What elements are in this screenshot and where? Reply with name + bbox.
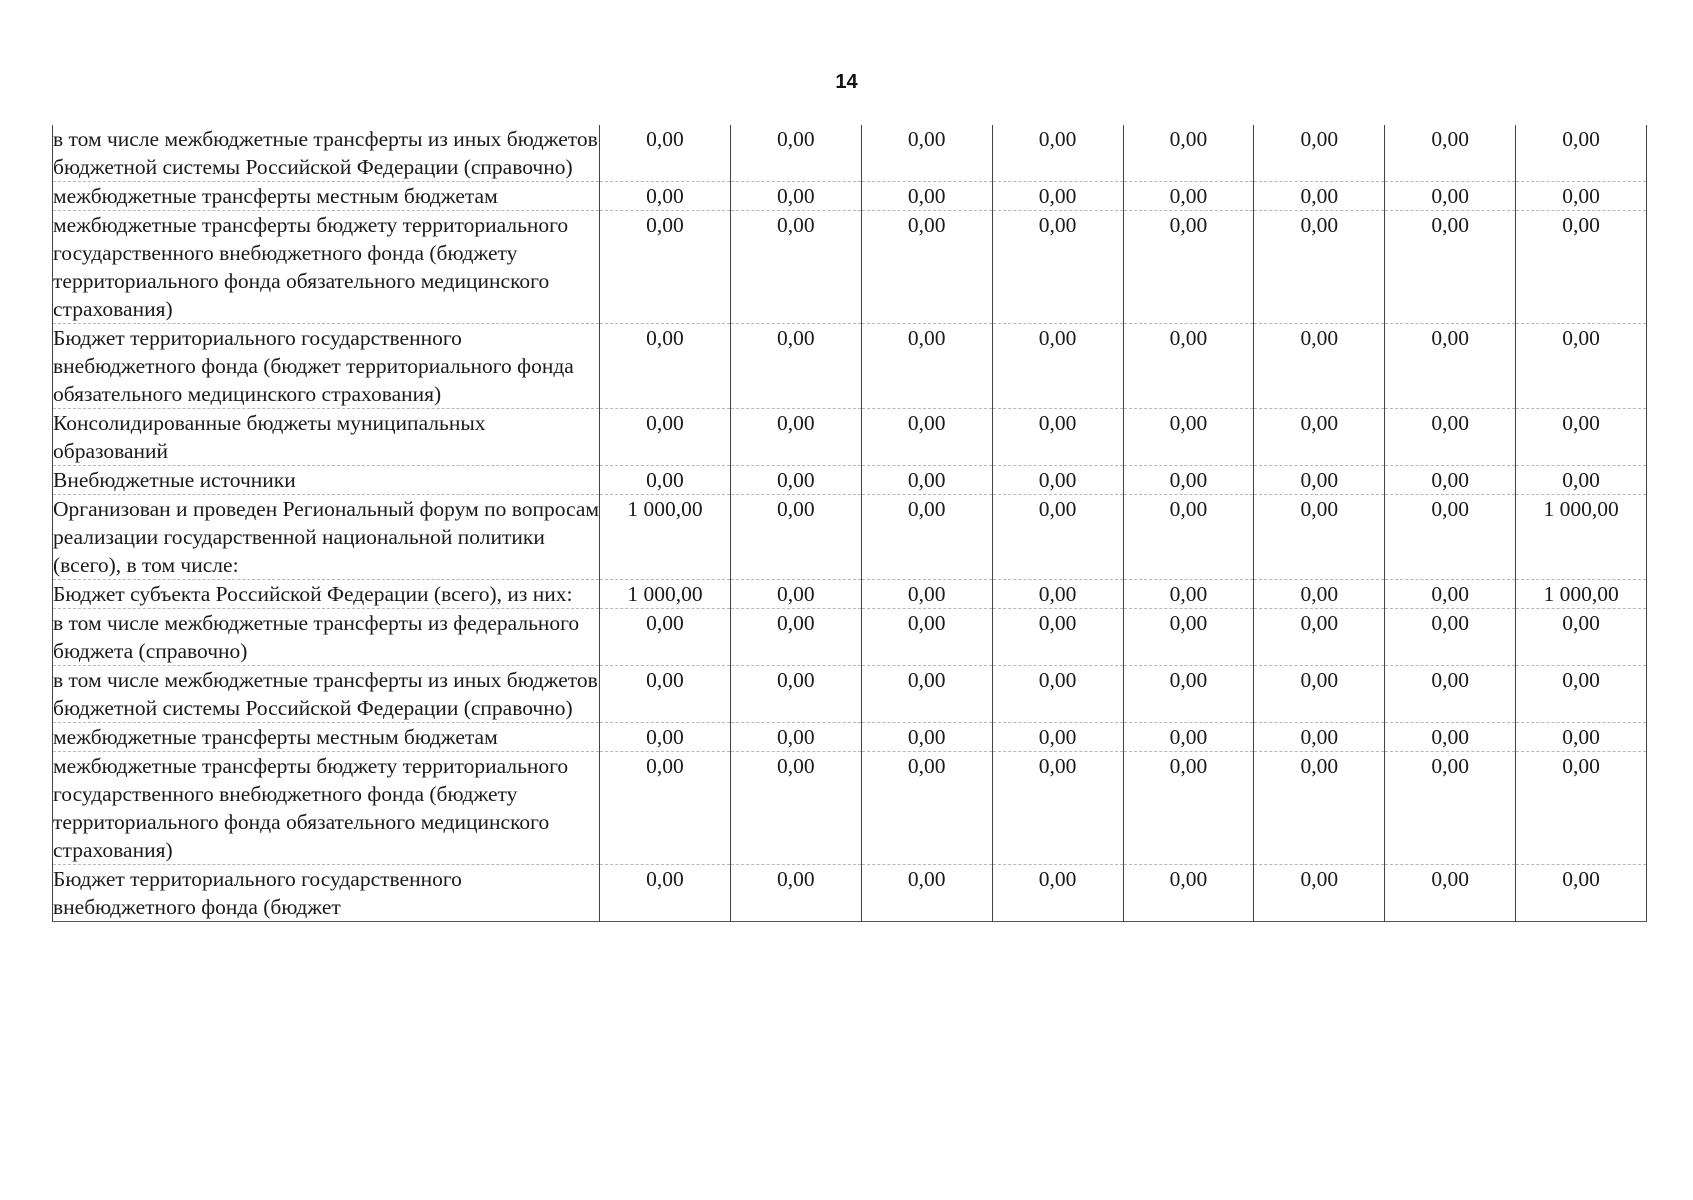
- value-cell: 0,00: [1254, 865, 1385, 922]
- value-cell: 0,00: [1123, 752, 1254, 865]
- value-cell: 0,00: [861, 211, 992, 324]
- row-label: Организован и проведен Региональный форум по вопросам реализации государственной национальной политики (всего), в том числе:: [53, 495, 600, 580]
- value-cell: 0,00: [1385, 752, 1516, 865]
- budget-table: [52, 125, 1647, 922]
- page-number: 14: [835, 71, 858, 93]
- value-cell: 0,00: [1516, 666, 1647, 723]
- value-cell: 0,00: [1123, 125, 1254, 182]
- value-cell: 1 000,00: [1516, 580, 1647, 609]
- value-cell: 0,00: [600, 409, 731, 466]
- value-cell: 0,00: [600, 666, 731, 723]
- value-cell: 0,00: [600, 752, 731, 865]
- value-cell: 0,00: [861, 409, 992, 466]
- value-cell: 0,00: [600, 182, 731, 211]
- value-cell: 0,00: [1385, 182, 1516, 211]
- value-cell: 0,00: [730, 666, 861, 723]
- value-cell: 0,00: [1254, 666, 1385, 723]
- value-cell: 0,00: [1254, 409, 1385, 466]
- table-row: [53, 211, 1647, 324]
- value-cell: 0,00: [861, 723, 992, 752]
- value-cell: 0,00: [730, 211, 861, 324]
- value-cell: 0,00: [992, 495, 1123, 580]
- table-row: [53, 125, 1647, 182]
- value-cell: 0,00: [1254, 580, 1385, 609]
- row-label: в том числе межбюджетные трансферты из иных бюджетов бюджетной системы Российской Федерации (справочно): [53, 125, 600, 182]
- row-label: межбюджетные трансферты местным бюджетам: [53, 723, 600, 752]
- value-cell: 0,00: [1123, 865, 1254, 922]
- table-row: [53, 466, 1647, 495]
- value-cell: 0,00: [730, 609, 861, 666]
- value-cell: 0,00: [1254, 466, 1385, 495]
- value-cell: 0,00: [992, 324, 1123, 409]
- value-cell: 0,00: [992, 666, 1123, 723]
- value-cell: 0,00: [1385, 211, 1516, 324]
- value-cell: 0,00: [1385, 495, 1516, 580]
- value-cell: 0,00: [1123, 723, 1254, 752]
- value-cell: 0,00: [861, 865, 992, 922]
- value-cell: 0,00: [861, 182, 992, 211]
- value-cell: 0,00: [1254, 211, 1385, 324]
- value-cell: 0,00: [1516, 752, 1647, 865]
- value-cell: 0,00: [1123, 495, 1254, 580]
- value-cell: 0,00: [600, 609, 731, 666]
- value-cell: 0,00: [1385, 666, 1516, 723]
- value-cell: 0,00: [1254, 182, 1385, 211]
- value-cell: 0,00: [1123, 580, 1254, 609]
- value-cell: 0,00: [992, 409, 1123, 466]
- row-label: Внебюджетные источники: [53, 466, 600, 495]
- value-cell: 0,00: [992, 182, 1123, 211]
- value-cell: 0,00: [1385, 125, 1516, 182]
- value-cell: 0,00: [600, 723, 731, 752]
- budget-table-body: [53, 125, 1647, 922]
- row-label: Бюджет субъекта Российской Федерации (всего), из них:: [53, 580, 600, 609]
- value-cell: 0,00: [861, 466, 992, 495]
- value-cell: 0,00: [1123, 466, 1254, 495]
- row-label: межбюджетные трансферты бюджету территориального государственного внебюджетного фонда (бюджету территориального фонда обязательного медицинского страхования): [53, 752, 600, 865]
- value-cell: 0,00: [1254, 609, 1385, 666]
- value-cell: 0,00: [1385, 466, 1516, 495]
- table-row: [53, 495, 1647, 580]
- row-label: межбюджетные трансферты местным бюджетам: [53, 182, 600, 211]
- value-cell: 0,00: [600, 324, 731, 409]
- value-cell: 0,00: [1123, 666, 1254, 723]
- table-row: [53, 409, 1647, 466]
- value-cell: 1 000,00: [600, 495, 731, 580]
- value-cell: 0,00: [861, 580, 992, 609]
- value-cell: 0,00: [1385, 723, 1516, 752]
- value-cell: 0,00: [861, 125, 992, 182]
- value-cell: 0,00: [992, 723, 1123, 752]
- value-cell: 0,00: [600, 125, 731, 182]
- table-row: [53, 752, 1647, 865]
- value-cell: 0,00: [730, 580, 861, 609]
- value-cell: 0,00: [992, 466, 1123, 495]
- value-cell: 0,00: [1254, 125, 1385, 182]
- table-row: [53, 865, 1647, 922]
- value-cell: 0,00: [861, 609, 992, 666]
- value-cell: 0,00: [1385, 409, 1516, 466]
- value-cell: 0,00: [992, 865, 1123, 922]
- value-cell: 0,00: [1254, 723, 1385, 752]
- value-cell: 0,00: [992, 580, 1123, 609]
- row-label: Бюджет территориального государственного внебюджетного фонда (бюджет: [53, 865, 600, 922]
- value-cell: 0,00: [992, 752, 1123, 865]
- value-cell: 0,00: [1385, 580, 1516, 609]
- value-cell: 0,00: [1516, 409, 1647, 466]
- value-cell: 0,00: [1385, 865, 1516, 922]
- value-cell: 1 000,00: [1516, 495, 1647, 580]
- row-label: межбюджетные трансферты бюджету территориального государственного внебюджетного фонда (бюджету территориального фонда обязательного медицинского страхования): [53, 211, 600, 324]
- value-cell: 0,00: [730, 723, 861, 752]
- row-label: в том числе межбюджетные трансферты из федерального бюджета (справочно): [53, 609, 600, 666]
- value-cell: 0,00: [1516, 211, 1647, 324]
- value-cell: 0,00: [1123, 211, 1254, 324]
- value-cell: 0,00: [1516, 125, 1647, 182]
- row-label: в том числе межбюджетные трансферты из иных бюджетов бюджетной системы Российской Федерации (справочно): [53, 666, 600, 723]
- value-cell: 0,00: [1123, 182, 1254, 211]
- value-cell: 0,00: [1385, 609, 1516, 666]
- value-cell: 0,00: [1385, 324, 1516, 409]
- value-cell: 0,00: [1516, 609, 1647, 666]
- value-cell: 0,00: [992, 125, 1123, 182]
- row-label: Бюджет территориального государственного внебюджетного фонда (бюджет территориального фонда обязательного медицинского страхования): [53, 324, 600, 409]
- value-cell: 0,00: [730, 182, 861, 211]
- value-cell: 0,00: [1516, 182, 1647, 211]
- value-cell: 0,00: [861, 666, 992, 723]
- value-cell: 0,00: [1254, 324, 1385, 409]
- value-cell: 0,00: [1516, 865, 1647, 922]
- value-cell: 1 000,00: [600, 580, 731, 609]
- table-row: [53, 580, 1647, 609]
- value-cell: 0,00: [730, 865, 861, 922]
- value-cell: 0,00: [1516, 466, 1647, 495]
- value-cell: 0,00: [600, 211, 731, 324]
- value-cell: 0,00: [730, 409, 861, 466]
- table-row: [53, 182, 1647, 211]
- table-row: [53, 666, 1647, 723]
- value-cell: 0,00: [730, 466, 861, 495]
- value-cell: 0,00: [861, 495, 992, 580]
- value-cell: 0,00: [992, 609, 1123, 666]
- value-cell: 0,00: [600, 466, 731, 495]
- value-cell: 0,00: [861, 324, 992, 409]
- value-cell: 0,00: [1123, 409, 1254, 466]
- value-cell: 0,00: [1123, 609, 1254, 666]
- value-cell: 0,00: [992, 211, 1123, 324]
- value-cell: 0,00: [730, 495, 861, 580]
- value-cell: 0,00: [1254, 752, 1385, 865]
- value-cell: 0,00: [730, 324, 861, 409]
- table-row: [53, 609, 1647, 666]
- value-cell: 0,00: [730, 125, 861, 182]
- value-cell: 0,00: [1123, 324, 1254, 409]
- value-cell: 0,00: [600, 865, 731, 922]
- value-cell: 0,00: [1516, 723, 1647, 752]
- value-cell: 0,00: [1254, 495, 1385, 580]
- table-row: [53, 723, 1647, 752]
- table-row: [53, 324, 1647, 409]
- row-label: Консолидированные бюджеты муниципальных образований: [53, 409, 600, 466]
- value-cell: 0,00: [861, 752, 992, 865]
- value-cell: 0,00: [1516, 324, 1647, 409]
- value-cell: 0,00: [730, 752, 861, 865]
